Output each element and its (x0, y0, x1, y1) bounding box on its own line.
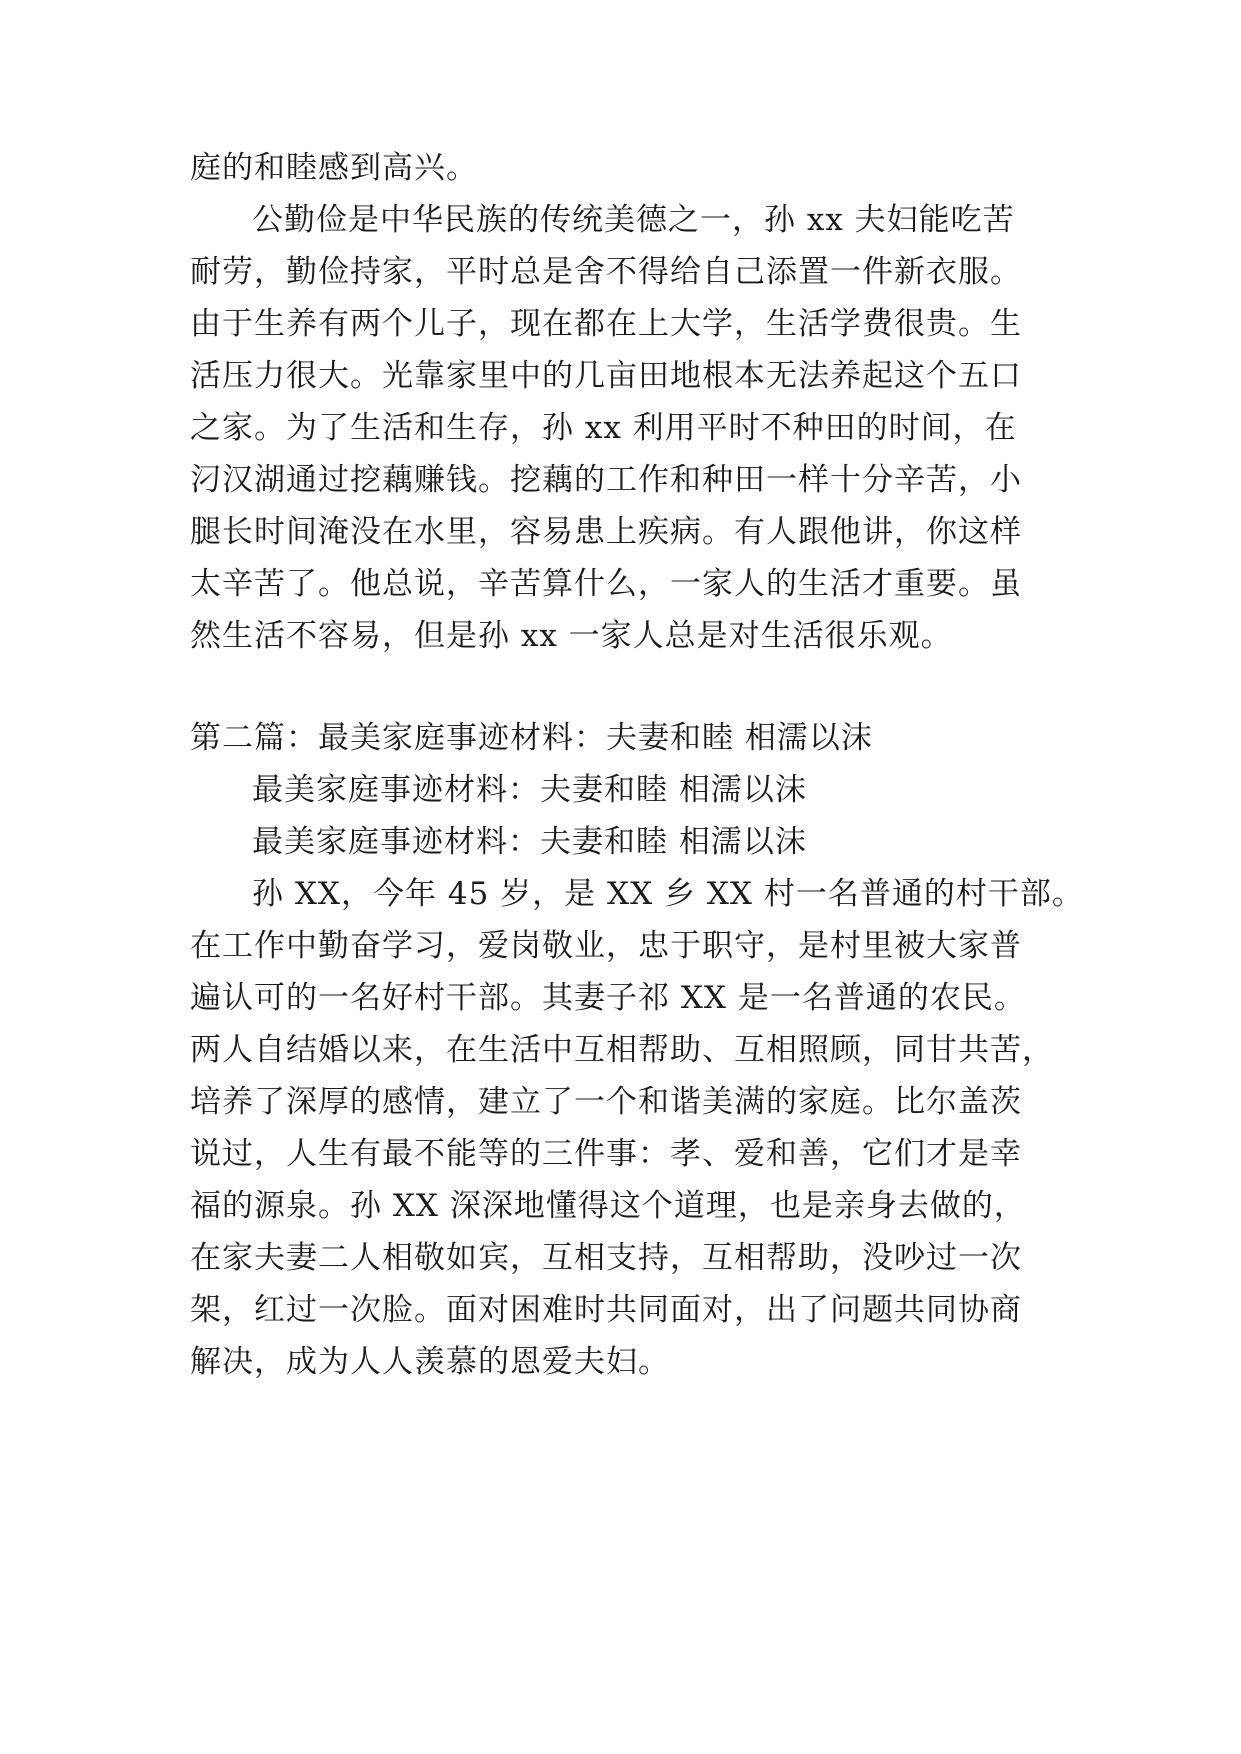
paragraph-line: 架，红过一次脸。面对困难时共同面对，出了问题共同协商 (190, 1292, 1022, 1328)
paragraph-line: 培养了深厚的感情，建立了一个和谐美满的家庭。比尔盖茨 (190, 1084, 1022, 1120)
paragraph-line: 遍认可的一名好村干部。其妻子祁 XX 是一名普通的农民。 (190, 980, 1026, 1016)
section-heading: 第二篇：最美家庭事迹材料：夫妻和睦 相濡以沫 (190, 720, 873, 756)
paragraph-line: 公勤俭是中华民族的传统美德之一，孙 xx 夫妇能吃苦 (252, 202, 1015, 238)
paragraph-line: 太辛苦了。他总说，辛苦算什么，一家人的生活才重要。虽 (190, 566, 1022, 602)
paragraph-line: 解决，成为人人羡慕的恩爱夫妇。 (190, 1344, 670, 1380)
paragraph-line: 两人自结婚以来，在生活中互相帮助、互相照顾，同甘共苦， (190, 1032, 1054, 1068)
paragraph-line: 在工作中勤奋学习，爱岗敬业，忠于职守，是村里被大家普 (190, 928, 1022, 964)
paragraph-line: 活压力很大。光靠家里中的几亩田地根本无法养起这个五口 (190, 358, 1022, 394)
paragraph-line: 孙 XX，今年 45 岁，是 XX 乡 XX 村一名普通的村干部。 (252, 876, 1084, 912)
section-subtitle: 最美家庭事迹材料：夫妻和睦 相濡以沫 (252, 824, 807, 860)
paragraph-line: 之家。为了生活和生存，孙 xx 利用平时不种田的时间，在 (190, 410, 1017, 446)
paragraph-line: 在家夫妻二人相敬如宾，互相支持，互相帮助，没吵过一次 (190, 1240, 1022, 1276)
paragraph-line: 庭的和睦感到高兴。 (190, 150, 478, 186)
paragraph-line: 耐劳，勤俭持家，平时总是舍不得给自己添置一件新衣服。 (190, 254, 1022, 290)
paragraph-line: 福的源泉。孙 XX 深深地懂得这个道理，也是亲身去做的， (190, 1188, 1026, 1224)
paragraph-line: 汈汉湖通过挖藕赚钱。挖藕的工作和种田一样十分辛苦，小 (190, 462, 1022, 498)
paragraph-line: 由于生养有两个儿子，现在都在上大学，生活学费很贵。生 (190, 306, 1022, 342)
paragraph-line: 然生活不容易，但是孙 xx 一家人总是对生活很乐观。 (190, 618, 953, 654)
paragraph-line: 腿长时间淹没在水里，容易患上疾病。有人跟他讲，你这样 (190, 514, 1022, 550)
paragraph-line: 说过，人生有最不能等的三件事：孝、爱和善，它们才是幸 (190, 1136, 1022, 1172)
section-subtitle: 最美家庭事迹材料：夫妻和睦 相濡以沫 (252, 772, 807, 808)
